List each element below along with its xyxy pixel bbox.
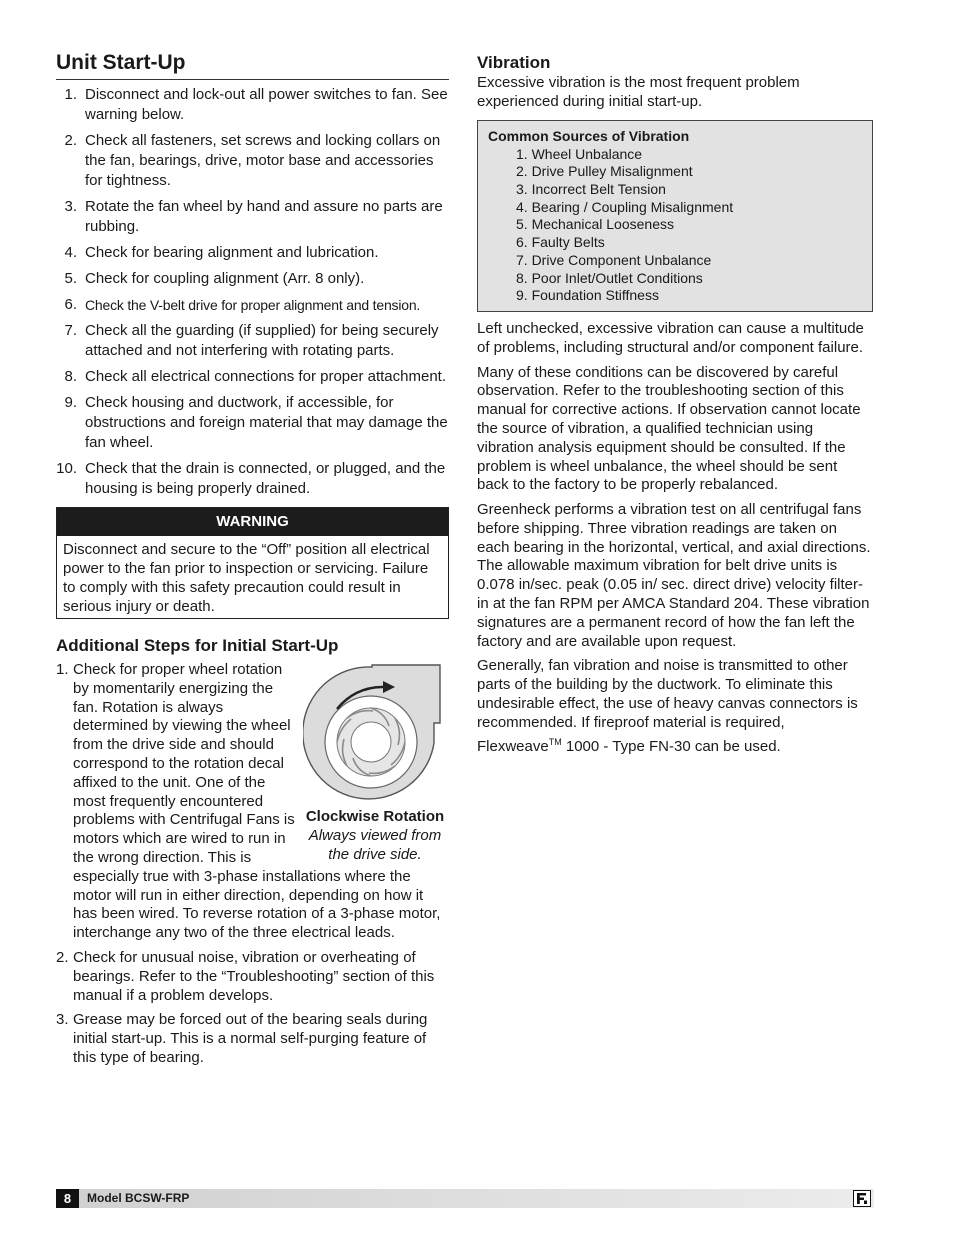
warning-text: Disconnect and secure to the “Off” position all electrical power to the fan prior to inspection or servicing. Failure to comply with this safety precaution could result in serious injury or death.	[63, 541, 430, 615]
vibration-sources-title: Common Sources of Vibration	[488, 127, 690, 144]
list-item: 5. Check for coupling alignment (Arr. 8 only).	[64, 270, 365, 287]
list-item: 7. Check all the guarding (if supplied) for being securely attached and not interfering with rotating parts.	[64, 322, 439, 359]
vibration-paragraph: Greenheck performs a vibration test on all centrifugal fans before shipping. Three vibration readings are taken on each bearing in the horizontal, vertical, and axial directions. The allowable maximum vibration for belt drive units is 0.078 in/sec. peak (0.05 in/ sec. direct drive) velocity filter-in at the fan RPM per AMCA Standard 204. These vibration signatures are a permanent record of how the fan left the factory and are available upon request.	[477, 501, 871, 650]
list-item: 4. Bearing / Coupling Misalignment	[516, 198, 734, 215]
list-item: 1. Disconnect and lock-out all power switches to fan. See warning below.	[64, 86, 448, 123]
list-item: 5. Mechanical Looseness	[516, 216, 674, 233]
additional-steps-section	[56, 635, 449, 1068]
list-item: 2. Check all fasteners, set screws and locking collars on the fan, bearings, drive, motor base and accessories for tightness.	[64, 132, 441, 189]
rotation-figure	[299, 663, 451, 864]
vibration-intro: Excessive vibration is the most frequent problem experienced during initial start-up.	[477, 74, 800, 110]
list-item: 9. Check housing and ductwork, if accessible, for obstructions and foreign material that may damage the fan wheel.	[64, 394, 448, 451]
warning-title: WARNING	[57, 508, 448, 536]
list-item: 8. Check all electrical connections for proper attachment.	[64, 368, 447, 385]
right-column	[477, 52, 873, 762]
list-item: 2. Check for unusual noise, vibration or overheating of bearings. Refer to the “Troubleshooting” section of this manual if a problem develops.	[56, 948, 435, 1004]
list-item: 2. Drive Pulley Misalignment	[516, 163, 693, 180]
list-item: 6. Check the V-belt drive for proper alignment and tension.	[64, 296, 421, 313]
trademark-mark: TM	[548, 736, 562, 747]
figure-note: Always viewed from the drive side.	[308, 827, 442, 863]
list-item: 1. Wheel Unbalance	[516, 145, 643, 162]
vibration-paragraph: Left unchecked, excessive vibration can cause a multitude of problems, including structural and/or component failure.	[477, 319, 864, 356]
list-item: 4. Check for bearing alignment and lubrication.	[64, 244, 379, 261]
list-item: 9. Foundation Stiffness	[516, 287, 659, 304]
list-item: 8. Poor Inlet/Outlet Conditions	[516, 269, 703, 286]
fan-rotation-icon	[303, 663, 441, 801]
list-item: 3. Grease may be forced out of the bearing seals during initial start-up. This is a normal self-purging feature of this type of bearing.	[56, 1011, 428, 1066]
list-item: 1. Clockwise Rotation Always viewed from the drive side. Check for proper wheel rotation by momentarily energizing the fan. Rotation is always determined by viewing the wheel from the drive side and should correspond to the rotation decal affixed to the unit. One of the most frequently encountered problems with Centrifugal Fans is motors which are wired to run in the wrong direction. This is especially true with 3-phase installations where the motor will run in either direction, depending on how it has been wired. To reverse rotation of a 3-phase motor, interchange any two of the three electrical leads.	[56, 661, 449, 943]
page-number: 8	[56, 1189, 79, 1208]
list-item: 3. Incorrect Belt Tension	[516, 181, 666, 197]
greenheck-logo-icon	[853, 1190, 871, 1207]
model-name: Model BCSW-FRP	[87, 1191, 190, 1205]
vibration-sources-box	[477, 120, 873, 312]
start-up-steps-list	[56, 85, 449, 499]
vibration-sources-list	[488, 146, 862, 305]
vibration-paragraph: Generally, fan vibration and noise is transmitted to other parts of the building by the ductwork. To eliminate this undesirable effect, the use of heavy canvas connectors is recommended. If fireproof material is required, Flexweave™ 1000 - Type FN-30 can be used.	[477, 657, 858, 755]
list-item: 3. Rotate the fan wheel by hand and assure no parts are rubbing.	[64, 198, 443, 235]
list-item: 6. Faulty Belts	[516, 234, 605, 251]
figure-caption: Clockwise Rotation	[305, 808, 445, 825]
list-item: 7. Drive Component Unbalance	[516, 251, 712, 268]
vibration-heading: Vibration	[477, 53, 551, 72]
list-item: 10. Check that the drain is connected, or plugged, and the housing is being properly drained.	[56, 460, 446, 497]
vibration-paragraph: Many of these conditions can be discovered by careful observation. Refer to the troubleshooting section of this manual for corrective actions. If observation cannot locate the source of vibration, a qualified technician using vibration analysis equipment should be consulted. If the problem is wheel unbalance, the wheel should be sent back to the factory to be properly rebalanced.	[477, 363, 861, 494]
page-footer	[56, 1189, 874, 1208]
left-column	[56, 50, 449, 1074]
warning-box	[56, 507, 449, 619]
additional-steps-heading: Additional Steps for Initial Start-Up	[56, 636, 339, 655]
additional-steps-list	[56, 661, 449, 1068]
unit-start-up-heading: Unit Start-Up	[56, 50, 449, 80]
